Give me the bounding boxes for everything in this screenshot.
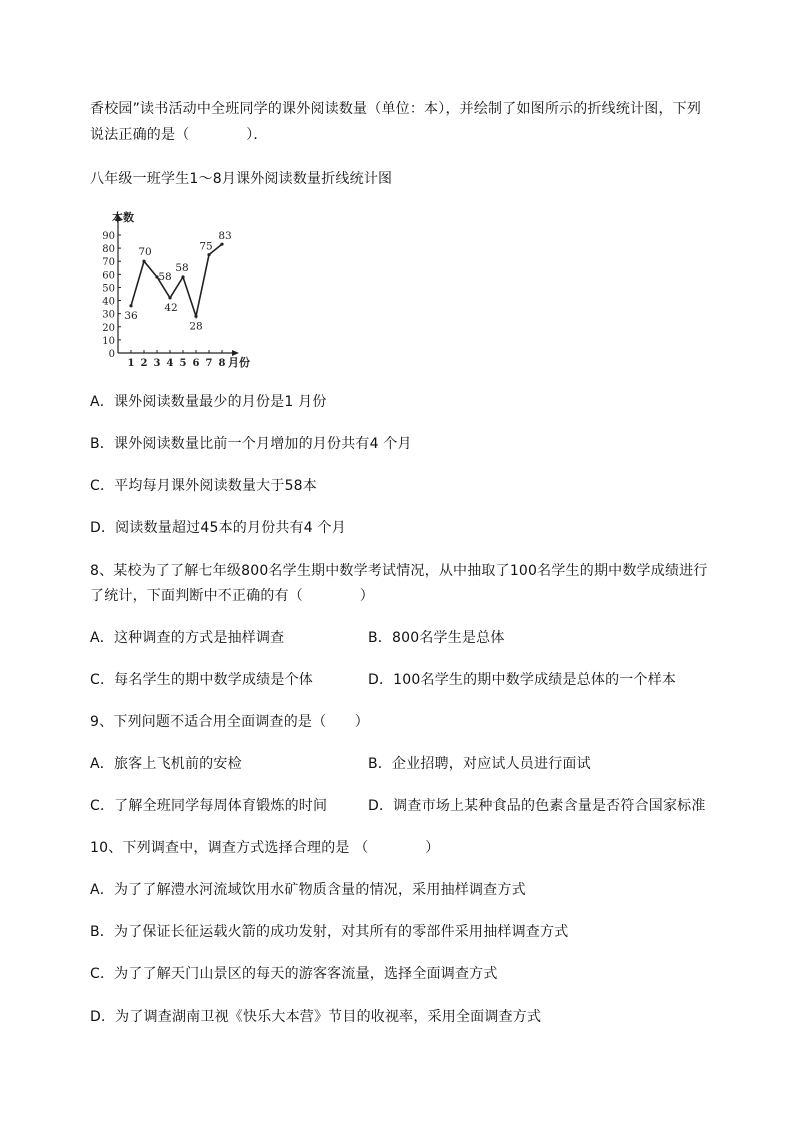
data-label: 58 (158, 270, 172, 283)
q10-stem: 10、下列调查中，调查方式选择合理的是 （ ） (90, 840, 440, 856)
q10-option-d: D．为了调查湖南卫视《快乐大本营》节目的收视率，采用全面调查方式 (90, 1009, 542, 1025)
q7-option-a: A．课外阅读数量最少的月份是1 月份 (90, 394, 327, 410)
data-label: 42 (164, 301, 178, 314)
x-tick-label: 3 (153, 358, 161, 369)
y-tick-label: 30 (102, 309, 115, 321)
data-label: 75 (199, 240, 213, 253)
q7-option-b: B．课外阅读数量比前一个月增加的月份共有4 个月 (90, 436, 412, 452)
y-tick-label: 70 (102, 257, 115, 269)
data-point (181, 275, 184, 278)
y-tick-label: 20 (102, 322, 115, 334)
data-label: 83 (218, 230, 232, 243)
x-tick-label: 2 (140, 358, 148, 369)
y-tick-label: 90 (102, 231, 115, 242)
y-tick-label: 80 (102, 244, 115, 256)
q9-option-d: D．调查市场上某种食品的色素含量是否符合国家标准 (368, 798, 706, 814)
y-tick-label: 10 (102, 335, 115, 347)
q9-stem: 9、下列问题不适合用全面调查的是（ ） (90, 714, 369, 730)
q10-option-a: A．为了了解澧水河流域饮用水矿物质含量的情况，采用抽样调查方式 (90, 882, 526, 898)
data-point (194, 315, 197, 318)
data-point (220, 243, 223, 246)
reading-line-chart (95, 205, 275, 375)
x-tick-label: 1 (127, 358, 135, 369)
x-tick-label: 7 (205, 358, 213, 369)
data-point (207, 253, 210, 256)
intro-line-1: 香校园”读书活动中全班同学的课外阅读数量（单位：本），并绘制了如图所示的折线统计图，下列 (90, 101, 702, 117)
q10-option-c: C．为了了解天门山景区的每天的游客客流量，选择全面调查方式 (90, 966, 498, 982)
data-point (129, 304, 132, 307)
data-label: 70 (138, 246, 152, 259)
q7-option-d: D．阅读数量超过45本的月份共有4 个月 (90, 520, 346, 536)
y-tick-label: 60 (102, 270, 115, 282)
intro-line-2: 说法正确的是（ ）． (90, 127, 268, 143)
q9-option-a: A．旅客上飞机前的安检 (90, 756, 242, 772)
y-tick-label: 50 (102, 283, 115, 295)
q9-option-c: C．了解全班同学每周体育锻炼的时间 (90, 798, 328, 814)
q8-option-c: C．每名学生的期中数学成绩是个体 (90, 672, 313, 688)
q8-stem-line-2: 了统计，下面判断中不正确的有（ ） (90, 588, 374, 604)
x-axis-label: 月份 (228, 356, 250, 369)
data-point (168, 296, 171, 299)
x-tick-label: 8 (218, 358, 226, 369)
data-label: 36 (124, 309, 138, 322)
q8-option-d: D．100名学生的期中数学成绩是总体的一个样本 (368, 672, 677, 688)
data-point (142, 260, 145, 263)
y-tick-label: 40 (102, 296, 115, 308)
q8-option-b: B．800名学生是总体 (368, 630, 505, 646)
q8-stem-line-1: 8、某校为了了解七年级800名学生期中数学考试情况，从中抽取了100名学生的期中数学成绩进行 (90, 563, 708, 579)
y-axis-label: 本数 (112, 211, 134, 224)
data-label: 28 (189, 320, 203, 333)
q7-option-c: C．平均每月课外阅读数量大于58本 (90, 478, 317, 494)
x-tick-labels (128, 358, 226, 369)
data-labels (124, 230, 231, 332)
q8-option-a: A．这种调查的方式是抽样调查 (90, 630, 285, 646)
data-label: 58 (175, 261, 189, 274)
x-tick-label: 4 (166, 358, 174, 369)
y-tick-label: 0 (108, 349, 115, 360)
q10-option-b: B．为了保证长征运载火箭的成功发射，对其所有的零部件采用抽样调查方式 (90, 924, 569, 940)
chart-caption: 八年级一班学生1～8月课外阅读数量折线统计图 (90, 171, 393, 187)
y-tick-labels (102, 231, 115, 360)
x-tick-label: 5 (179, 358, 187, 369)
x-tick-label: 6 (192, 358, 200, 369)
q9-option-b: B．企业招聘，对应试人员进行面试 (368, 756, 591, 772)
